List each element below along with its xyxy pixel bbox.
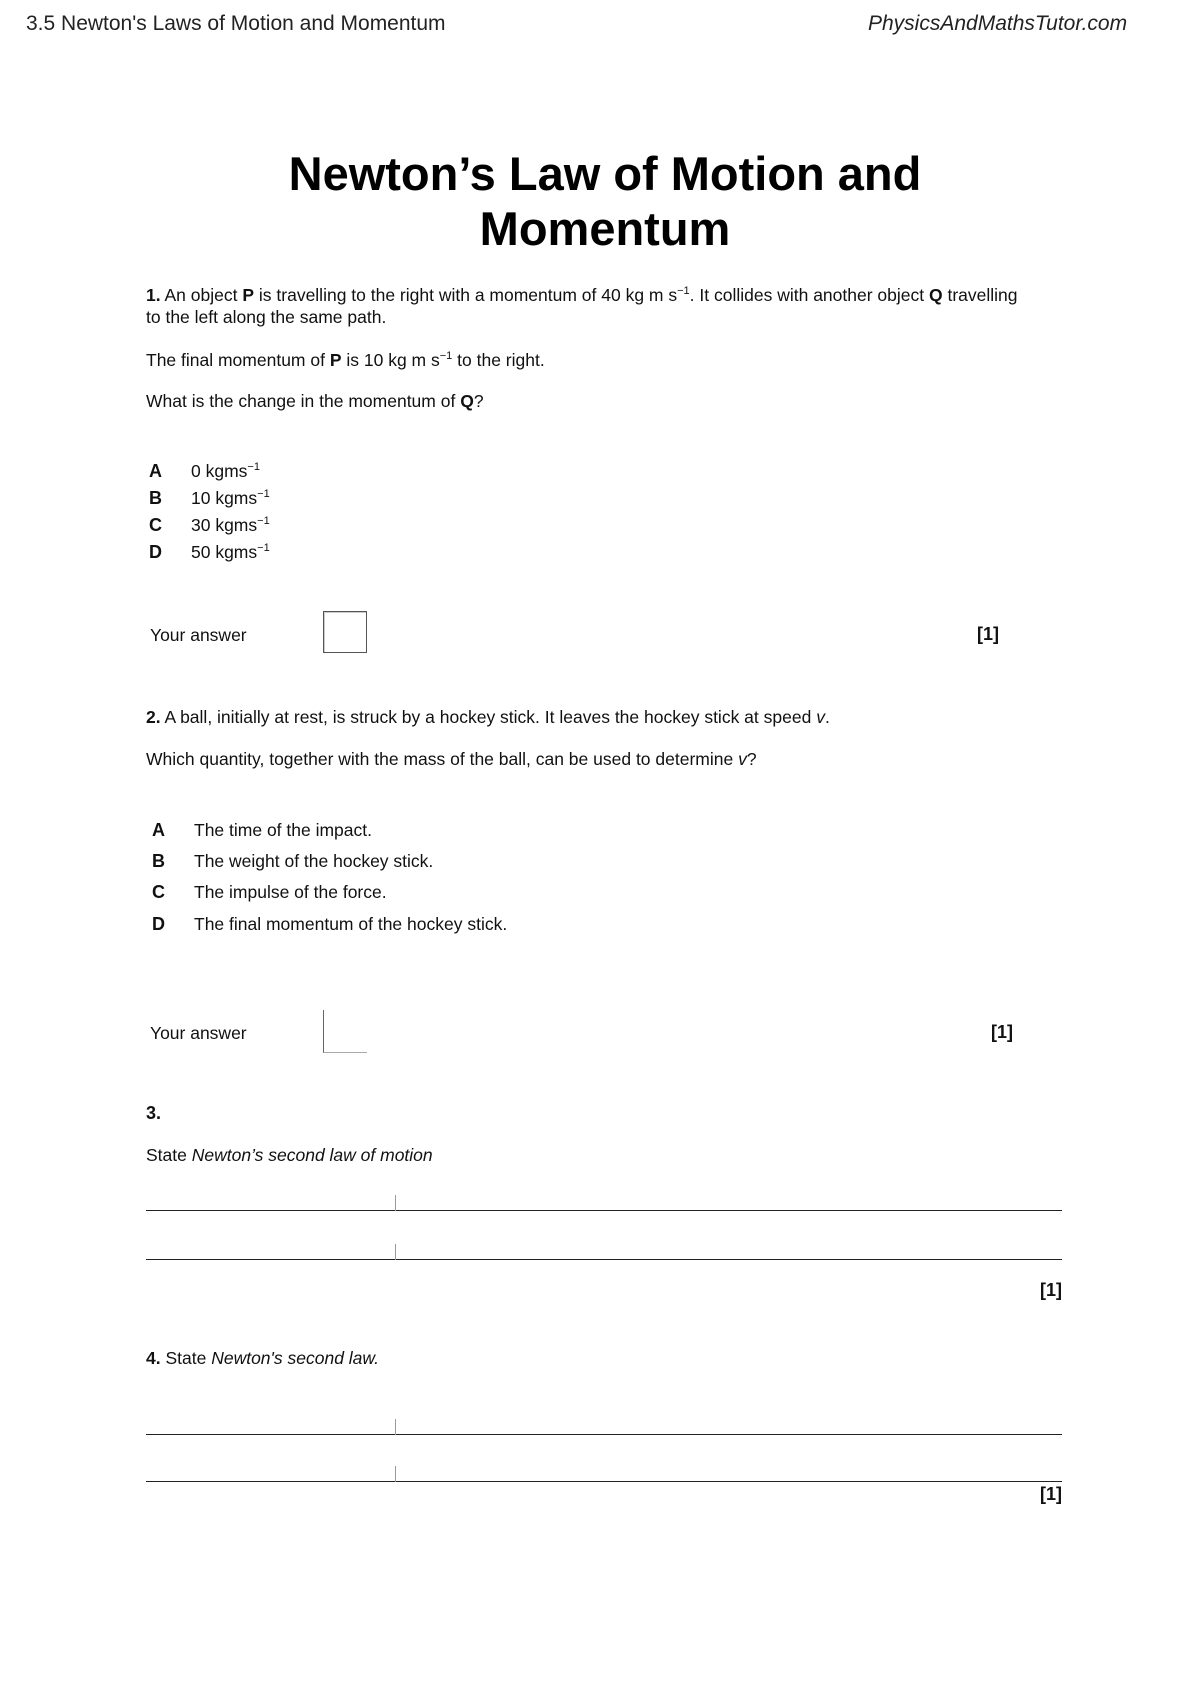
object-p-label: P xyxy=(242,285,255,305)
q1-answer-box[interactable] xyxy=(323,611,367,653)
object-p-label: P xyxy=(329,350,342,370)
q2-option-b-letter: B xyxy=(152,851,165,871)
q2-option-d-text: The final momentum of the hockey stick. xyxy=(194,914,508,934)
question-3-number: 3. xyxy=(146,1103,162,1123)
page-title xyxy=(0,146,1200,256)
q3-answer-line-1[interactable] xyxy=(146,1210,1062,1211)
question-1-number: 1. xyxy=(146,285,161,305)
question-2-number: 2. xyxy=(146,707,161,727)
page-title-line-1: Newton’s Law of Motion and xyxy=(288,147,922,200)
q2-prompt-text: Which quantity, together with the mass of the ball, can be used to determine xyxy=(146,749,739,769)
q1-final-text: is 10 kg m s xyxy=(341,350,440,370)
page-header-title: 3.5 Newton's Laws of Motion and Momentum xyxy=(26,12,446,35)
q1-option-b-text: 10 kgms$^{-1}$ xyxy=(191,488,270,508)
q1-option-a-text: 0 kgms$^{-1}$ xyxy=(191,461,260,481)
q4-marks: [1] xyxy=(1040,1484,1062,1504)
object-q-label: Q xyxy=(460,391,474,411)
q1-final-text: The final momentum of xyxy=(146,350,330,370)
q1-final-superscript: −1 xyxy=(439,350,453,363)
q1-option-c-letter: C xyxy=(149,515,162,535)
q2-variable-v: v xyxy=(816,707,825,727)
q1-answer-label: Your answer xyxy=(150,625,247,645)
q1-option-d-letter: D xyxy=(149,542,162,562)
q4-prompt-italic: Newton's second law. xyxy=(211,1348,379,1368)
page-title-line-2: Momentum xyxy=(479,202,731,255)
q1-text: is travelling to the right with a momentum of 40 kg m s xyxy=(254,285,678,305)
q1-text: . It collides with another object xyxy=(689,285,929,305)
q3-prompt-text: State xyxy=(146,1145,192,1165)
q3-prompt-italic: Newton’s second law of motion xyxy=(191,1145,433,1165)
q4-prompt-text: State xyxy=(160,1348,212,1368)
q1-text: An object xyxy=(160,285,243,305)
q1-text-line-2: to the left along the same path. xyxy=(146,307,387,327)
q2-prompt-text: ? xyxy=(746,749,757,769)
q3-line-divider xyxy=(395,1244,396,1260)
q1-option-a-letter: A xyxy=(149,461,162,481)
q1-option-d-text: 50 kgms$^{-1}$ xyxy=(191,542,270,562)
object-q-label: Q xyxy=(928,285,943,305)
question-4-prompt xyxy=(146,1347,1066,1369)
q1-marks: [1] xyxy=(977,624,999,644)
q1-final-text: to the right. xyxy=(452,350,545,370)
q1-superscript: −1 xyxy=(677,285,690,298)
q1-prompt-text: ? xyxy=(473,391,484,411)
q3-answer-line-2[interactable] xyxy=(146,1259,1062,1260)
q2-option-c-text: The impulse of the force. xyxy=(194,882,387,902)
q2-text: . xyxy=(824,707,830,727)
question-1-prompt xyxy=(146,390,1066,412)
q2-text: A ball, initially at rest, is struck by a hockey stick. It leaves the hockey stick at speed xyxy=(160,707,817,727)
q3-marks: [1] xyxy=(1040,1280,1062,1300)
q2-option-c-letter: C xyxy=(152,882,165,902)
q1-text: travelling xyxy=(942,285,1018,305)
question-1-stem xyxy=(146,284,1066,328)
q4-line-divider xyxy=(395,1466,396,1482)
question-4-number: 4. xyxy=(146,1348,161,1368)
q1-option-b-letter: B xyxy=(149,488,162,508)
q4-answer-line-1[interactable] xyxy=(146,1434,1062,1435)
q4-answer-line-2[interactable] xyxy=(146,1481,1062,1482)
question-2-stem xyxy=(146,706,1066,728)
q2-option-d-letter: D xyxy=(152,914,165,934)
q1-option-c-text: 30 kgms$^{-1}$ xyxy=(191,515,270,535)
q3-line-divider xyxy=(395,1195,396,1211)
page-header-site: PhysicsAndMathsTutor.com xyxy=(868,12,1128,35)
q4-line-divider xyxy=(395,1419,396,1435)
q2-option-b-text: The weight of the hockey stick. xyxy=(194,851,434,871)
q2-variable-v: v xyxy=(738,749,747,769)
q2-option-a-letter: A xyxy=(152,820,165,840)
q2-option-a-text: The time of the impact. xyxy=(194,820,372,840)
q2-answer-label: Your answer xyxy=(150,1023,247,1043)
q2-marks: [1] xyxy=(991,1022,1013,1042)
question-2-prompt xyxy=(146,748,1066,770)
question-1-final-momentum xyxy=(146,349,1066,371)
q1-prompt-text: What is the change in the momentum of xyxy=(146,391,461,411)
q2-answer-box[interactable] xyxy=(323,1010,367,1053)
question-3-prompt xyxy=(146,1144,1066,1166)
